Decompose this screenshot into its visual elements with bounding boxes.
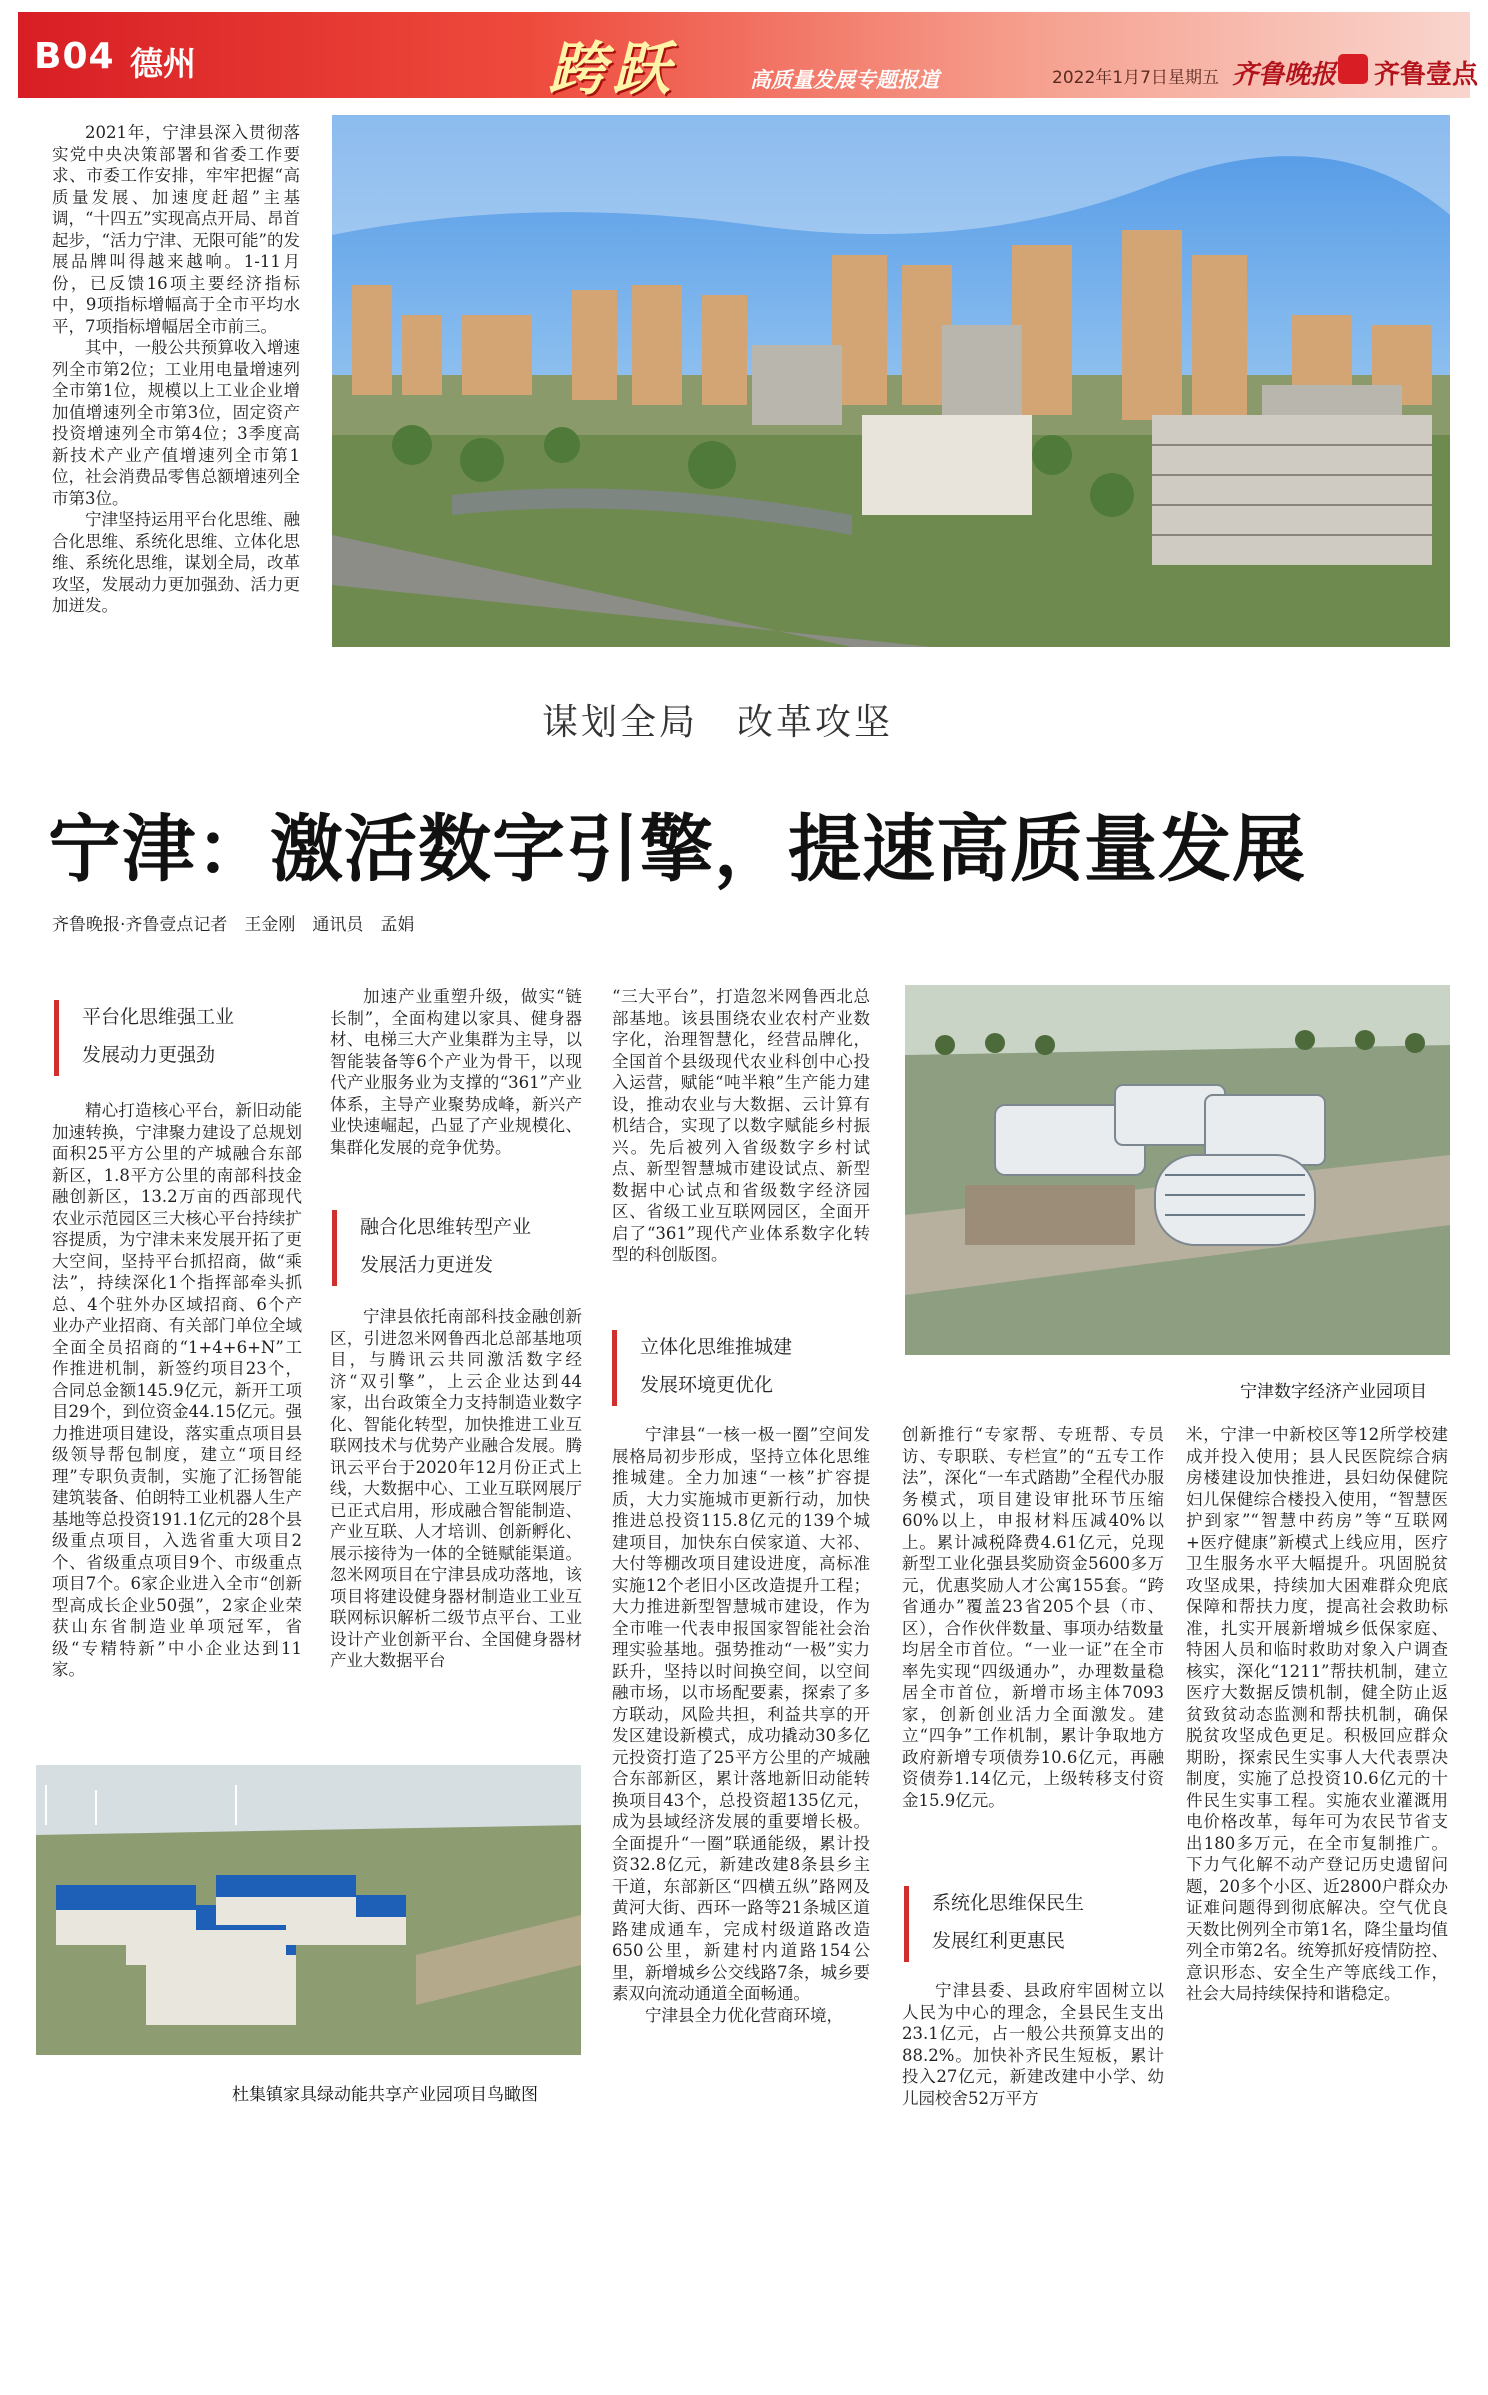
- headline: 宁津：激活数字引擎，提速高质量发展: [48, 806, 1306, 892]
- issue-weekday: 星期五: [1168, 68, 1219, 88]
- section-heading-bar: [54, 1000, 59, 1076]
- section-heading: [612, 1330, 892, 1406]
- column-subtitle: 高质量发展专题报道: [750, 68, 939, 92]
- section-heading-line: 立体化思维推城建: [640, 1336, 793, 1358]
- article-column: [330, 1306, 582, 1672]
- section-heading-line: 系统化思维保民生: [932, 1892, 1085, 1914]
- section-heading: [54, 1000, 334, 1076]
- article-paragraph: 宁津县依托南部科技金融创新区，引进忽米网鲁西北总部基地项目，与腾讯云共同激活数字经济“双引擎”，上云企业达到44家，出台政策全力支持制造业数字化、智能化转型，加快推进工业互联网技术与优势产业融合发展。腾讯云平台于2020年12月份正式上线，大数据中心、工业互联网展厅已正式启用，形成融合智能制造、产业互联、人才培训、创新孵化、展示接待为一体的全链赋能渠道。忽米网项目在宁津县成功落地，该项目将建设健身器材制造业工业互联网标识解析二级节点平台、工业设计产业创新平台、全国健身器材产业大数据平台: [330, 1307, 582, 1670]
- section-heading: [332, 1210, 612, 1286]
- column-brand: 跨跃: [548, 35, 677, 103]
- app-name: 齐鲁壹点: [1374, 60, 1479, 90]
- article-paragraph: 米，宁津一中新校区等12所学校建成并投入使用；县人民医院综合病房楼建设加快推进，县妇幼保健院妇儿保健综合楼投入使用，“智慧医护到家”“智慧中药房”等“互联网+医疗健康”新模式上线应用，医疗卫生服务水平大幅提升。巩固脱贫攻坚成果，持续加大困难群众兜底保障和帮扶力度，提高社会救助标准，扎实开展新增城乡低保家庭、特困人员和临时救助对象入户调查核实，深化“1211”帮扶机制，建立医疗大数据反馈机制，健全防止返贫致贫动态监测和帮扶机制，确保脱贫攻坚成色更足。积极回应群众期盼，探索民生实事人大代表票决制度，实施了总投资10.6亿元的十件民生实事工程。实施农业灌溉用电价格改革，每年可为农民节省支出180多万元，在全市复制推广。下力气化解不动产登记历史遗留问题，20多个小区、近2800户群众办证难问题得到彻底解决。空气优良天数比例列全市第1名，降尘量均值列全市第2名。统筹抓好疫情防控、意识形态、安全生产等底线工作，社会大局持续保持和谐稳定。: [1186, 1425, 1448, 2003]
- article-column: [612, 1424, 870, 2026]
- section-heading-line: 融合化思维转型产业: [360, 1216, 532, 1238]
- page-number: B04: [34, 36, 115, 77]
- furniture-park-photo: [36, 1765, 581, 2055]
- article-column: [612, 986, 870, 1266]
- section-heading: [904, 1886, 1184, 1962]
- section-heading-line: 发展红利更惠民: [932, 1930, 1066, 1952]
- issue-date: 2022年1月7日: [1052, 68, 1168, 88]
- byline: 齐鲁晚报·齐鲁壹点记者 王金刚 通讯员 孟娟: [52, 915, 415, 935]
- article-paragraph: 创新推行“专家帮、专班帮、专员访、专职联、专栏宣”的“五专工作法”，深化“一车式踏勘”全程代办服务模式，项目建设审批环节压缩60%以上，申报材料压减40%以上。累计减税降费4.61亿元，兑现新型工业化强县奖励资金5600多万元，优惠奖励人才公寓155套。“跨省通办”覆盖23省205个县（市、区），合作伙伴数量、事项办结数量均居全市首位。“一业一证”在全市率先实现“四级通办”，办理数量稳居全市首位，新增市场主体7093家，创新创业活力全面激发。建立“四争”工作机制，累计争取地方政府新增专项债券10.6亿元，再融资债券1.14亿元，上级转移支付资金15.9亿元。: [902, 1425, 1164, 1810]
- photo-caption: 杜集镇家具绿动能共享产业园项目鸟瞰图: [232, 2085, 538, 2105]
- section-city: 德州: [130, 44, 196, 83]
- article-paragraph: 宁津县“一核一极一圈”空间发展格局初步形成，坚持立体化思维推城建。全力加速“一核”扩容提质，大力实施城市更新行动，加快推进总投资115.8亿元的139个城建项目，加快东白侯家道、大祁、大付等棚改项目建设进度，高标准实施12个老旧小区改造提升工程；大力推进新型智慧城市建设，作为全市唯一代表申报国家智能社会治理实验基地。强势推动“一极”实力跃升，坚持以时间换空间，以空间融市场，以市场配要素，探索了多方联动，风险共担，利益共享的开发区建设新模式，成功撬动30多亿元投资打造了25平方公里的产城融合东部新区，累计落地新旧动能转换项目43个，总投资超135亿元，成为县域经济发展的重要增长极。全面提升“一圈”联通能级，累计投资32.8亿元，新建改建8条县乡主干道，东部新区“四横五纵”路网及黄河大街、西环一路等21条城区道路建成通车，完成村级道路改造650公里，新建村内道路154公里，新增城乡公交线路7条，城乡要素双向流动通道全面畅通。: [612, 1425, 870, 2003]
- intro-paragraph: 其中，一般公共预算收入增速列全市第2位；工业用电量增速列全市第1位，规模以上工业企业增加值增速列全市第3位，固定资产投资增速列全市第4位；3季度高新技术产业产值增速列全市第1位，社会消费品零售总额增速列全市第3位。: [52, 338, 300, 508]
- article-paragraph: “三大平台”，打造忽米网鲁西北总部基地。该县围绕农业农村产业数字化，治理智慧化，经营品牌化，全国首个县级现代农业科创中心投入运营，赋能“吨半粮”生产能力建设，推动农业与大数据、云计算有机结合，实现了以数字赋能乡村振兴。先后被列入省级数字乡村试点、新型智慧城市建设试点、新型数据中心试点和省级数字经济园区、省级工业互联网园区，全面开启了“361”现代产业体系数字化转型的科创版图。: [612, 987, 870, 1264]
- kicker: 谋划全局 改革攻坚: [542, 702, 894, 743]
- article-column: [902, 1424, 1164, 1811]
- section-heading-line: 发展活力更迸发: [360, 1254, 494, 1276]
- section-heading-line: 平台化思维强工业: [82, 1006, 235, 1028]
- article-paragraph: 宁津县委、县政府牢固树立以人民为中心的理念，全县民生支出23.1亿元，占一般公共预算支出的88.2%。加快补齐民生短板，累计投入27亿元，新建改建中小学、幼儿园校舍52万平方: [902, 1981, 1164, 2108]
- article-paragraph: 精心打造核心平台，新旧动能加速转换，宁津聚力建设了总规划面积25平方公里的产城融合东部新区，1.8平方公里的南部科技金融创新区，13.2万亩的西部现代农业示范园区三大核心平台持续扩容提质，为宁津未来发展开拓了更大空间，坚持平台抓招商，做“乘法”，持续深化1个指挥部牵头抓总、4个驻外办区域招商、6个产业办产业招商、有关部门单位全域全面全员招商的“1+4+6+N”工作推进机制，新签约项目23个，合同总金额145.9亿元，新开工项目29个，到位资金44.15亿元。强力推进项目建设，落实重点项目县级领导帮包制度，建立“项目经理”专职负责制，实施了汇扬智能建筑装备、伯朗特工业机器人生产基地等总投资191.1亿元的28个县级重点项目，入选省重大项目2个、省级重点项目9个、市级重点项目7个。6家企业进入全市“创新型高成长企业50强”，2家企业荣获山东省制造业单项冠军，省级“专精特新”中小企业达到11家。: [52, 1101, 302, 1679]
- article-column: [52, 1100, 302, 1681]
- article-column: [330, 986, 582, 1158]
- intro-column: [52, 122, 300, 617]
- article-column: [1186, 1424, 1448, 2005]
- city-aerial-photo: [332, 115, 1450, 647]
- section-heading-bar: [332, 1210, 337, 1286]
- article-column: [902, 1980, 1164, 2109]
- section-heading-bar: [904, 1886, 909, 1962]
- article-paragraph: 加速产业重塑升级，做实“链长制”，全面构建以家具、健身器材、电梯三大产业集群为主导，以智能装备等6个产业为骨干，以现代产业服务业为支撑的“361”产业体系，主导产业聚势成峰，新兴产业快速崛起，凸显了产业规模化、集群化发展的竞争优势。: [330, 987, 582, 1157]
- article-paragraph: 宁津县全力优化营商环境，: [645, 2005, 843, 2025]
- section-heading-line: 发展动力更强劲: [82, 1044, 216, 1066]
- intro-paragraph: 宁津坚持运用平台化思维、融合化思维、系统化思维、立体化思维、系统化思维，谋划全局，改革攻坚，发展动力更加强劲、活力更加迸发。: [52, 510, 300, 615]
- digital-park-photo: [905, 985, 1450, 1355]
- newspaper-name: 齐鲁晚报: [1232, 60, 1337, 90]
- intro-paragraph: 2021年，宁津县深入贯彻落实党中央决策部署和省委工作要求、市委工作安排，牢牢把握“高质量发展、加速度赶超”主基调，“十四五”实现高点开局、昂首起步，“活力宁津、无限可能”的发展品牌叫得越来越响。1-11月份，已反馈16项主要经济指标中，9项指标增幅高于全市平均水平，7项指标增幅居全市前三。: [52, 123, 300, 336]
- app-logo-icon: [1338, 54, 1368, 84]
- section-heading-line: 发展环境更优化: [640, 1374, 774, 1396]
- section-heading-bar: [612, 1330, 617, 1406]
- photo-caption: 宁津数字经济产业园项目: [1240, 1382, 1427, 1402]
